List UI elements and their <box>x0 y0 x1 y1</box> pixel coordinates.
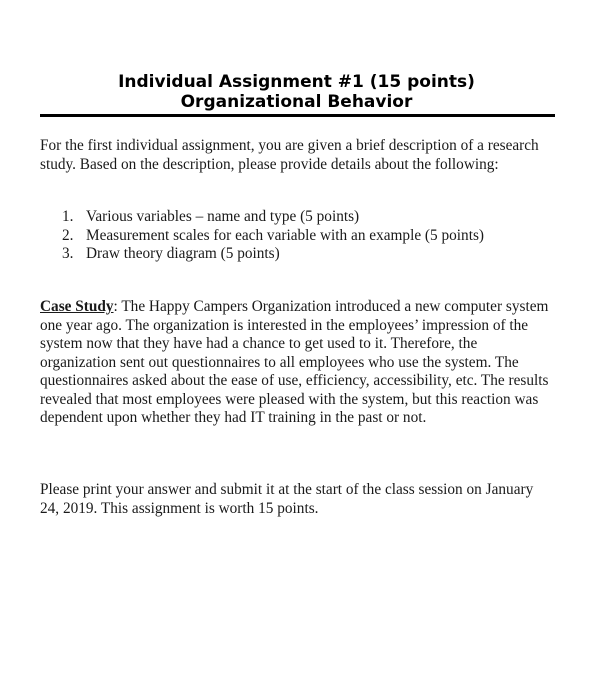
title-divider <box>40 114 555 117</box>
task-number: 2. <box>62 226 74 244</box>
task-number: 1. <box>62 208 74 225</box>
assignment-title <box>0 72 593 112</box>
task-text: Various variables – name and type (5 points) <box>86 208 360 225</box>
task-text: Draw theory diagram (5 points) <box>86 245 280 262</box>
intro-paragraph: For the first individual assignment, you are given a brief description of a research study. Based on the description, please provide details about the following: <box>40 137 539 173</box>
case-study-text: : The Happy Campers Organization introduced a new computer system one year ago. The organization is interested in the employees’ impression of the system now that they have had a chance to get used to it. Therefore, the organization sent out questionnaires to all employees who use the system. The questionnaires asked about the ease of use, efficiency, accessibility, etc. The results revealed that most employees were pleased with the system, but this reaction was dependent upon whether they had IT training in the past or not. <box>40 298 549 426</box>
task-item <box>62 227 484 246</box>
task-item <box>62 208 484 227</box>
case-study-label: Case Study <box>40 298 114 315</box>
title-line-1: Individual Assignment #1 (15 points) <box>118 72 475 92</box>
case-study-paragraph <box>40 298 550 428</box>
closing-paragraph: Please print your answer and submit it at the start of the class session on January 24, 2019. This assignment is worth 15 points. <box>40 481 534 517</box>
title-line-2: Organizational Behavior <box>180 92 413 112</box>
task-text: Measurement scales for each variable with an example (5 points) <box>86 226 484 244</box>
task-list <box>62 208 484 264</box>
task-item <box>62 245 484 264</box>
task-number: 3. <box>62 245 74 262</box>
